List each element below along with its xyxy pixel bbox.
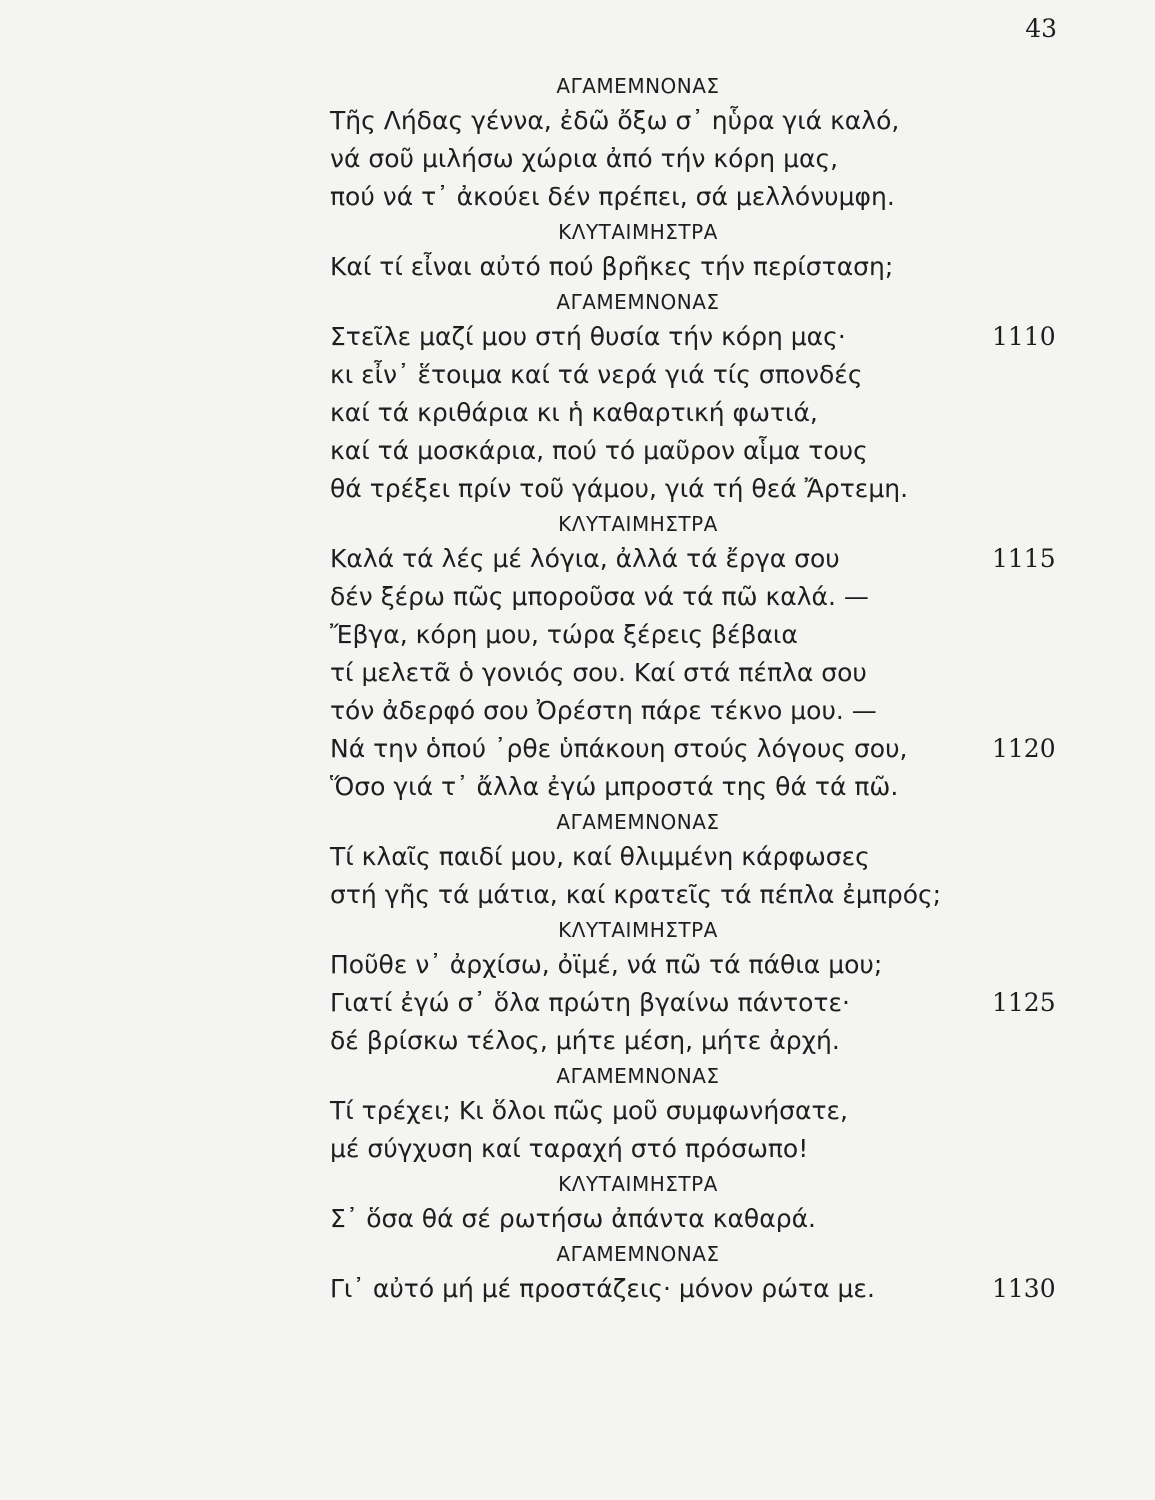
verse-text: δέ βρίσκω τέλος, μήτε μέση, μήτε ἀρχή. — [330, 1026, 840, 1055]
verse-text: Γιατί ἐγώ σ᾽ ὅλα πρώτη βγαίνω πάντοτε· — [330, 988, 850, 1017]
verse-text: δέν ξέρω πῶς μποροῦσα νά τά πῶ καλά. — — [330, 582, 869, 611]
verse-text: καί τά μοσκάρια, πού τό μαῦρον αἷμα τους — [330, 436, 868, 465]
verse-text: Ἔβγα, κόρη μου, τώρα ξέρεις βέβαια — [330, 620, 798, 649]
verse-line — [330, 692, 1070, 730]
verse-text: κι εἶν᾽ ἕτοιμα καί τά νερά γιά τίς σπονδές — [330, 360, 863, 389]
verse-text: Γι᾽ αὐτό μή μέ προστάζεις· μόνον ρώτα με. — [330, 1274, 875, 1303]
verse-line — [330, 1200, 1070, 1238]
page-number: 43 — [1025, 14, 1057, 43]
verse-text: θά τρέξει πρίν τοῦ γάμου, γιά τή θεά Ἄρτεμη. — [330, 474, 909, 503]
speaker-name — [330, 1060, 946, 1092]
verse-text: Τί κλαῖς παιδί μου, καί θλιμμένη κάρφωσες — [330, 842, 870, 871]
verse-line — [330, 178, 1070, 216]
verse-line — [330, 1022, 1070, 1060]
verse-text: Καί τί εἶναι αὐτό πού βρῆκες τήν περίσταση; — [330, 252, 894, 281]
line-number: 1130 — [992, 1274, 1056, 1303]
speaker-label: ΚΛΥΤΑΙΜΗΣΤΡΑ — [558, 512, 718, 536]
verse-line — [330, 540, 1070, 578]
verse-line — [330, 356, 1070, 394]
speaker-label: ΚΛΥΤΑΙΜΗΣΤΡΑ — [558, 1172, 718, 1196]
speaker-name — [330, 70, 946, 102]
verse-line — [330, 838, 1070, 876]
verse-line — [330, 1130, 1070, 1168]
speaker-name — [330, 1238, 946, 1270]
verse-line — [330, 616, 1070, 654]
verse-line — [330, 984, 1070, 1022]
play-text — [330, 70, 1070, 1308]
line-number: 1125 — [992, 988, 1056, 1017]
line-number: 1110 — [992, 322, 1056, 351]
verse-line — [330, 946, 1070, 984]
verse-line — [330, 394, 1070, 432]
verse-line — [330, 876, 1070, 914]
speaker-name — [330, 508, 946, 540]
line-number: 1115 — [992, 544, 1056, 573]
verse-line — [330, 248, 1070, 286]
verse-line — [330, 140, 1070, 178]
verse-line — [330, 1270, 1070, 1308]
speaker-label: ΑΓΑΜΕΜΝΟΝΑΣ — [556, 74, 720, 98]
verse-text: Τῆς Λήδας γέννα, ἐδῶ ὄξω σ᾽ ηὗρα γιά καλό, — [330, 106, 900, 135]
verse-text: Καλά τά λές μέ λόγια, ἀλλά τά ἔργα σου — [330, 544, 840, 573]
line-number: 1120 — [992, 734, 1056, 763]
verse-text: Σ᾽ ὅσα θά σέ ρωτήσω ἀπάντα καθαρά. — [330, 1204, 816, 1233]
speaker-name — [330, 1168, 946, 1200]
speaker-name — [330, 806, 946, 838]
verse-line — [330, 318, 1070, 356]
speaker-label: ΚΛΥΤΑΙΜΗΣΤΡΑ — [558, 220, 718, 244]
speaker-name — [330, 914, 946, 946]
verse-text: νά σοῦ μιλήσω χώρια ἀπό τήν κόρη μας, — [330, 144, 839, 173]
verse-text: Νά την ὁπού ᾽ρθε ὑπάκουη στούς λόγους σου, — [330, 734, 908, 763]
speaker-name — [330, 286, 946, 318]
verse-line — [330, 578, 1070, 616]
verse-text: Στεῖλε μαζί μου στή θυσία τήν κόρη μας· — [330, 322, 846, 351]
verse-text: Τί τρέχει; Κι ὅλοι πῶς μοῦ συμφωνήσατε, — [330, 1096, 848, 1125]
verse-line — [330, 768, 1070, 806]
verse-line — [330, 102, 1070, 140]
verse-line — [330, 654, 1070, 692]
verse-text: τί μελετᾶ ὁ γονιός σου. Καί στά πέπλα σου — [330, 658, 867, 687]
speaker-label: ΑΓΑΜΕΜΝΟΝΑΣ — [556, 290, 720, 314]
verse-line — [330, 470, 1070, 508]
speaker-label: ΑΓΑΜΕΜΝΟΝΑΣ — [556, 1064, 720, 1088]
verse-text: καί τά κριθάρια κι ἡ καθαρτική φωτιά, — [330, 398, 818, 427]
verse-text: τόν ἀδερφό σου Ὀρέστη πάρε τέκνο μου. — — [330, 696, 877, 725]
speaker-label: ΚΛΥΤΑΙΜΗΣΤΡΑ — [558, 918, 718, 942]
speaker-name — [330, 216, 946, 248]
verse-line — [330, 730, 1070, 768]
verse-text: πού νά τ᾽ ἀκούει δέν πρέπει, σά μελλόνυμφη. — [330, 182, 895, 211]
speaker-label: ΑΓΑΜΕΜΝΟΝΑΣ — [556, 810, 720, 834]
verse-line — [330, 432, 1070, 470]
verse-line — [330, 1092, 1070, 1130]
verse-text: στή γῆς τά μάτια, καί κρατεῖς τά πέπλα ἐμπρός; — [330, 880, 942, 909]
verse-text: Ποῦθε ν᾽ ἀρχίσω, ὀϊμέ, νά πῶ τά πάθια μου; — [330, 950, 883, 979]
speaker-label: ΑΓΑΜΕΜΝΟΝΑΣ — [556, 1242, 720, 1266]
verse-text: Ὅσο γιά τ᾽ ἄλλα ἐγώ μπροστά της θά τά πῶ. — [330, 772, 899, 801]
verse-text: μέ σύγχυση καί ταραχή στό πρόσωπο! — [330, 1134, 809, 1163]
